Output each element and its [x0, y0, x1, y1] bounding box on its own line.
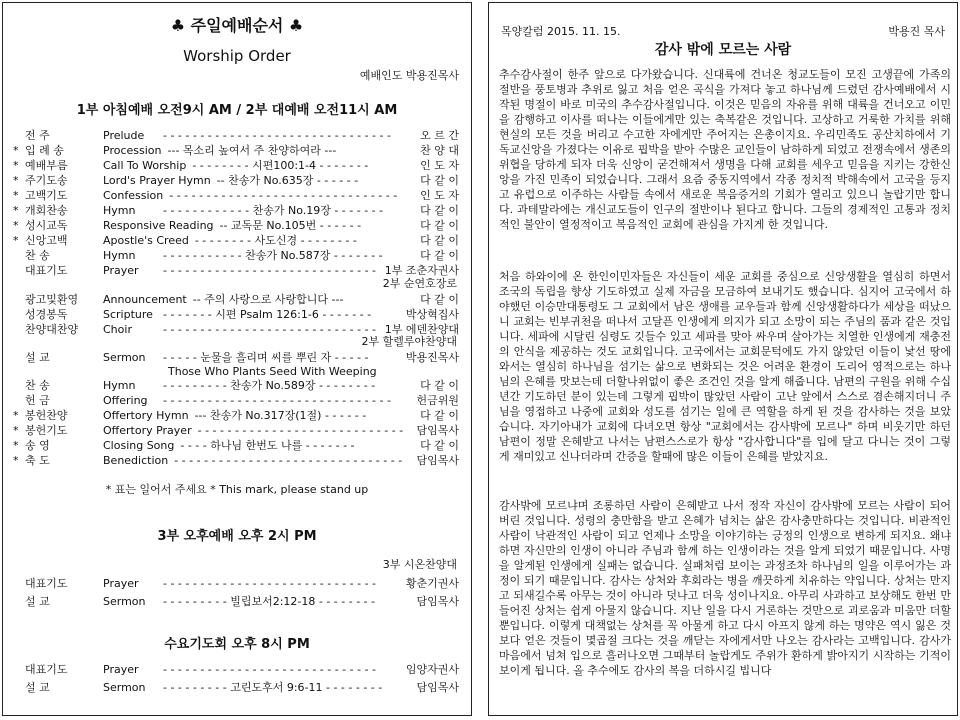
- row-korean-label: 입 례 송: [25, 144, 64, 157]
- row-leader: 찬 양 대: [420, 144, 459, 157]
- page-title: ♣ 주일예배순서 ♣: [170, 16, 304, 35]
- order-row: [3, 409, 472, 423]
- row-leader: 담임목사: [416, 681, 459, 694]
- row-leader: 담임목사: [416, 595, 459, 608]
- row-leader: 인 도 자: [420, 189, 459, 202]
- service3-choir: 3부 시온찬양대: [382, 558, 457, 571]
- row-korean-label: 성시교독: [25, 219, 68, 232]
- row-korean-label: 주기도송: [25, 174, 68, 187]
- row-detail: -- 주의 사랑으로 사랑합니다 ---: [192, 293, 344, 306]
- order-row: [3, 424, 472, 438]
- order-row: [3, 249, 472, 263]
- row-star-marker: *: [13, 159, 19, 172]
- row-korean-label: 축 도: [25, 454, 50, 467]
- service3-header: 3부 오후예배 오후 2시 PM: [157, 529, 317, 544]
- left-page-order-of-worship: [2, 2, 472, 716]
- row-english-label: Offertory Prayer: [103, 424, 192, 437]
- row-leader: 인 도 자: [420, 159, 459, 172]
- row-leader: 다 같 이: [420, 219, 459, 232]
- row-leader: 1부 에덴찬양대: [384, 323, 459, 336]
- service1-header: 1부 아침예배 오전9시 AM / 2부 대예배 오전11시 AM: [76, 103, 398, 118]
- order-row: [3, 159, 472, 173]
- row-english-label: Closing Song: [103, 439, 175, 452]
- row-leader: 박용진목사: [405, 351, 459, 364]
- row-korean-label: 찬양대찬양: [25, 323, 79, 336]
- row-star-marker: *: [13, 234, 19, 247]
- order-row: [3, 379, 472, 393]
- row-star-marker: *: [13, 189, 19, 202]
- row-korean-label: 대표기도: [25, 577, 68, 590]
- row-korean-label: 개회찬송: [25, 204, 68, 217]
- choir-2nd-service: 2부 할렐루야찬양대: [361, 335, 457, 348]
- row-leader: 다 같 이: [420, 249, 459, 262]
- row-detail: - - - - - - - - - 고린도후서 9:6-11 - - - - - - - -: [163, 681, 383, 694]
- row-detail: -- 찬송가 No.635장 - - - - - -: [216, 174, 359, 187]
- row-leader: 박상혁집사: [405, 308, 459, 321]
- row-leader: 담임목사: [416, 454, 459, 467]
- row-korean-label: 신앙고백: [25, 234, 68, 247]
- order-row: [3, 189, 472, 203]
- worship-leader: 예배인도 박용진목사: [359, 69, 459, 82]
- row-english-label: Announcement: [103, 293, 187, 306]
- row-leader: 오 르 간: [420, 129, 459, 142]
- row-detail: - - - - - - - - - - - - - - - - - - - - - - - - - - - - - - -: [163, 394, 391, 407]
- row-korean-label: 봉헌찬양: [25, 409, 68, 422]
- row-korean-label: 설 교: [25, 595, 50, 608]
- row-english-label: Prayer: [103, 663, 139, 676]
- order-row: [3, 174, 472, 188]
- row-english-label: Offertory Hymn: [103, 409, 189, 422]
- row-detail: - - - - - - - - - - - - - - - - - - - - - - - - - - - - - - -: [169, 189, 398, 202]
- column-author: 박용진 목사: [888, 25, 945, 38]
- sermon-english-title: Those Who Plants Seed With Weeping: [168, 365, 377, 378]
- row-korean-label: 헌 금: [25, 394, 50, 407]
- row-detail: - - - - - - - - - - - - - - - - - - - - - - - - - - - - - - -: [174, 454, 403, 467]
- row-star-marker: *: [13, 439, 19, 452]
- row-star-marker: *: [13, 144, 19, 157]
- row-english-label: Hymn: [103, 249, 136, 262]
- order-row: [3, 219, 472, 233]
- column-paragraph-1: 추수감사절이 한주 앞으로 다가왔습니다. 신대륙에 건너온 청교도들이 모진 고생끝에 가족의 절반을 풍토병과 추위로 잃고 처음 얻은 곡식을 가져다 놓고 하나님께 드렸던 감사예배에서 시작된 명절이 바로 미국의 추수감사절입니다. 이것은 믿음의 자유를 위해 대륙을 건너오고 이민을 감행하고 이사를 떠나는 이들에게만 있는 축복같은 것입니다. 고상하고 거룩한 가치를 위해 현실의 모든 것을 버리고 수고한 자에게만 주어지는 은총이지요. 우리민족도 공산치하에서 기독교신앙을 가졌다는 이유로 핍박을 받아 수많은 교인들이 남하하게 되었고 전쟁속에서 생존의 위협을 당하게 되자 더욱 신앙이 굳건해져서 생명을 다해 교회를 세우고 믿음을 지키는 강한신앙을 가진 민족이 되었습니다. 그래서 요즘 중동지역에서 각종 정치적 박해속에서 고국을 등지고 유럽으로 이주하는 사람들 속에서 새로운 복음증거의 기회가 열리고 있으니 놀랍기만 합니다. 과테말라에는 개신교도들이 인구의 절반이나 된다고 합니다. 그들의 경제적인 고통과 정치적인 불안이 열정적이고 복음적인 교회에 관심을 가지게 한 것입니다.: [499, 68, 951, 231]
- row-detail: - - - - - - - - - - - - - - - - - - - - - - - - - - - - -: [163, 577, 377, 590]
- row-english-label: Prelude: [103, 129, 145, 142]
- order-row: [3, 234, 472, 248]
- row-leader: 1부 조춘자권사: [384, 264, 459, 277]
- row-leader: 다 같 이: [420, 204, 459, 217]
- row-korean-label: 광고및환영: [25, 293, 79, 306]
- row-detail: - - - - - - - 시편 Psalm 126:1-6 - - - - - - -: [163, 308, 372, 321]
- row-detail: - - - - - - - - - - - - - - - - - - - - - - - - - - - - - - -: [163, 129, 391, 142]
- row-korean-label: 예배부름: [25, 159, 68, 172]
- row-english-label: Prayer: [103, 264, 139, 277]
- row-detail: -- 교독문 No.105번 - - - - - -: [219, 219, 362, 232]
- row-english-label: Apostle's Creed: [103, 234, 189, 247]
- row-korean-label: 찬 송: [25, 249, 50, 262]
- row-english-label: Benediction: [103, 454, 169, 467]
- row-english-label: Call To Worship: [103, 159, 187, 172]
- order-row: [3, 351, 472, 365]
- prayer-2nd-service: 2부 순연호장로: [382, 277, 457, 290]
- row-korean-label: 대표기도: [25, 663, 68, 676]
- order-row: [3, 577, 472, 591]
- row-korean-label: 찬 송: [25, 379, 50, 392]
- row-english-label: Sermon: [103, 351, 146, 364]
- order-row: [3, 439, 472, 453]
- row-english-label: Sermon: [103, 681, 146, 694]
- wednesday-header: 수요기도회 오후 8시 PM: [164, 637, 310, 652]
- row-english-label: Lord's Prayer Hymn: [103, 174, 211, 187]
- row-english-label: Scripture: [103, 308, 153, 321]
- order-row: [3, 454, 472, 468]
- row-leader: 다 같 이: [420, 234, 459, 247]
- column-date: 목양칼럼 2015. 11. 15.: [501, 25, 621, 38]
- row-star-marker: *: [13, 204, 19, 217]
- row-english-label: Procession: [103, 144, 162, 157]
- row-korean-label: 봉헌기도: [25, 424, 68, 437]
- order-row: [3, 144, 472, 158]
- row-english-label: Choir: [103, 323, 132, 336]
- row-detail: - - - - - - - - - - - - - - - - - - - - - - - - - - - - -: [163, 663, 377, 676]
- order-row: [3, 663, 472, 677]
- row-detail: - - - - - - - - - - - 찬송가 No.587장 - - - - - - -: [163, 249, 383, 262]
- row-detail: - - - - - - - - - - - - - - - - - - - - - - - - - - - - -: [163, 323, 377, 336]
- column-paragraph-3: 감사밖에 모르냐며 조롱하던 사람이 은혜받고 나서 정작 자신이 감사밖에 모르는 사람이 되어버린 것입니다. 성령의 충만함을 받고 은혜가 넘치는 삶은 감사충만하다는 것입니다. 비관적인 사람이 낙관적인 사람이 되고 언제나 소망을 이야기하는 긍정의 인생으로 변하게 되지요. 왜냐하면 자신만의 인생이 아니라 주님과 함께 하는 인생이라는 것을 알게 되었기 때문입니다. 사명을 알게된 인생에게 실패는 없습니다. 실패처럼 보이는 과정조차 하나님의 일을 이루어가는 과정이 되기 때문입니다. 감사는 상처와 후회라는 병을 깨끗하게 치유하는 약입니다. 상처는 만지고 되새길수록 아무는 것이 아니라 덧나고 더욱 성이나지요. 아무리 사과하고 보상해도 한번 만들어진 상처는 쉽게 아물지 않습니다. 지난 일을 다시 거론하는 것만으로 괴로움과 미움만 더할 뿐입니다. 이렇게 대책없는 상처를 꼭 아물게 하고 다시 아프지 않게 하는 명약은 역시 잃은 것보다 얻은 것들이 몇곱절 크다는 것을 깨닫는 자에게서만 나오는 감사라는 고백입니다. 감사가 마음에서 넘쳐 입으로 흘러나오면 그때부터 놀랍게도 주위가 환하게 밝아지기 시작하는 기적이 보이게 됩니다. 올 추수에도 감사의 복을 더하시길 빕니다: [499, 499, 951, 677]
- row-korean-label: 송 영: [25, 439, 50, 452]
- row-korean-label: 대표기도: [25, 264, 68, 277]
- row-detail: - - - - 하나님 한번도 나를 - - - - - - -: [180, 439, 355, 452]
- column-title: 감사 밖에 모르는 사람: [654, 42, 792, 58]
- column-paragraph-2: 처음 하와이에 온 한인이민자들은 자신들이 세운 교회를 중심으로 신앙생활을 열심히 하면서 조국의 독립을 향상 기도하였고 실제 자금을 모금하여 보내기도 했습니다. 심지어 고국에서 하야했던 이승만대통령도 그 교회에서 남은 생애를 교우들과 함께 신앙생활하다가 세상을 떠났으니 교회는 빈부귀천을 떠나서 고달픈 인생에게 의지가 되고 소망이 되는 주님의 품과 같은 것입니다. 세파에 시달린 심령도 깃들수 있고 세파를 맞아 싸우며 살아가는 치열한 인생에게 재충전의 안식을 제공하는 것도 교회입니다. 고국에서는 교회문턱에도 가지 않았던 이들이 낯선 땅에 와서는 열심히 하나님을 섬기는 삶으로 변화되는 것은 어려운 환경이 도리어 영적으로는 하나님의 은혜를 맛보는데 더할나위없이 좋은 조건인 것을 알게 해줍니다. 남편의 구원을 위해 수십년간 기도하던 분이 있는데 그렇게 핍박이 많았던 사람이 고난 앞에서 스스로 겸손해지더니 주님을 영접하고 나중에 교회와 성도를 섬기는 일에 큰 역할을 하게 된 것을 감사하는 것을 보았습니다. 자기아내가 교회에 다녀오면 항상 "교회에서는 감사밖에 모르나" 하며 비웃기만 하던 남편이 정말 은혜받고 나서는 남편스스로가 항상 "감사합니다"를 입에 달고 다니는 것이 그렇게 재미있고 신나더라며 간증을 할때에 많은 이들이 은혜를 받았지요.: [499, 270, 951, 463]
- order-row: [3, 681, 472, 695]
- order-row: [3, 264, 472, 278]
- row-detail: - - - - - - - - - - - - 찬송가 No.19장 - - - - - - -: [163, 204, 384, 217]
- row-detail: - - - - - - - - - 빌립보서2:12-18 - - - - - - - -: [163, 595, 376, 608]
- row-leader: 담임목사: [416, 424, 459, 437]
- row-leader: 다 같 이: [420, 409, 459, 422]
- row-english-label: Hymn: [103, 379, 136, 392]
- row-detail: - - - - - - - - - - - - - - - - - - - - - - - - - - - -: [197, 424, 404, 437]
- row-detail: - - - - - - - - 사도신경 - - - - - - - -: [194, 234, 357, 247]
- order-row: [3, 129, 472, 143]
- order-row: [3, 308, 472, 322]
- row-detail: --- 찬송가 No.317장(1절) - - - - - -: [194, 409, 367, 422]
- row-detail: - - - - - 눈물을 흘리며 씨를 뿌린 자 - - - - -: [163, 351, 369, 364]
- row-star-marker: *: [13, 409, 19, 422]
- worship-order-subtitle: Worship Order: [183, 47, 291, 65]
- row-star-marker: *: [13, 424, 19, 437]
- order-row: [3, 293, 472, 307]
- row-star-marker: *: [13, 219, 19, 232]
- row-english-label: Prayer: [103, 577, 139, 590]
- row-detail: - - - - - - - - - - - - - - - - - - - - - - - - - - - - -: [163, 264, 377, 277]
- row-korean-label: 설 교: [25, 681, 50, 694]
- row-detail: - - - - - - - - - 찬송가 No.589장 - - - - - - - -: [163, 379, 376, 392]
- row-korean-label: 전 주: [25, 129, 50, 142]
- row-korean-label: 설 교: [25, 351, 50, 364]
- row-leader: 다 같 이: [420, 293, 459, 306]
- row-leader: 다 같 이: [420, 439, 459, 452]
- row-leader: 헌금위원: [416, 394, 459, 407]
- order-row: [3, 204, 472, 218]
- row-english-label: Confession: [103, 189, 164, 202]
- row-english-label: Responsive Reading: [103, 219, 214, 232]
- order-row: [3, 394, 472, 408]
- right-page-pastor-column: [488, 2, 958, 716]
- row-detail: --- 목소리 높여서 주 찬양하여라 ---: [167, 144, 337, 157]
- row-leader: 다 같 이: [420, 174, 459, 187]
- row-star-marker: *: [13, 454, 19, 467]
- row-leader: 다 같 이: [420, 379, 459, 392]
- order-row: [3, 595, 472, 609]
- stand-note: * 표는 일어서 주세요 * This mark, please stand up: [105, 483, 369, 496]
- row-english-label: Offering: [103, 394, 148, 407]
- row-korean-label: 고백기도: [25, 189, 68, 202]
- row-english-label: Sermon: [103, 595, 146, 608]
- row-english-label: Hymn: [103, 204, 136, 217]
- row-leader: 임양자권사: [405, 663, 459, 676]
- row-star-marker: *: [13, 174, 19, 187]
- row-korean-label: 성경봉독: [25, 308, 68, 321]
- row-leader: 황춘기권사: [405, 577, 459, 590]
- row-detail: - - - - - - - - 시편100:1-4 - - - - - - -: [192, 159, 369, 172]
